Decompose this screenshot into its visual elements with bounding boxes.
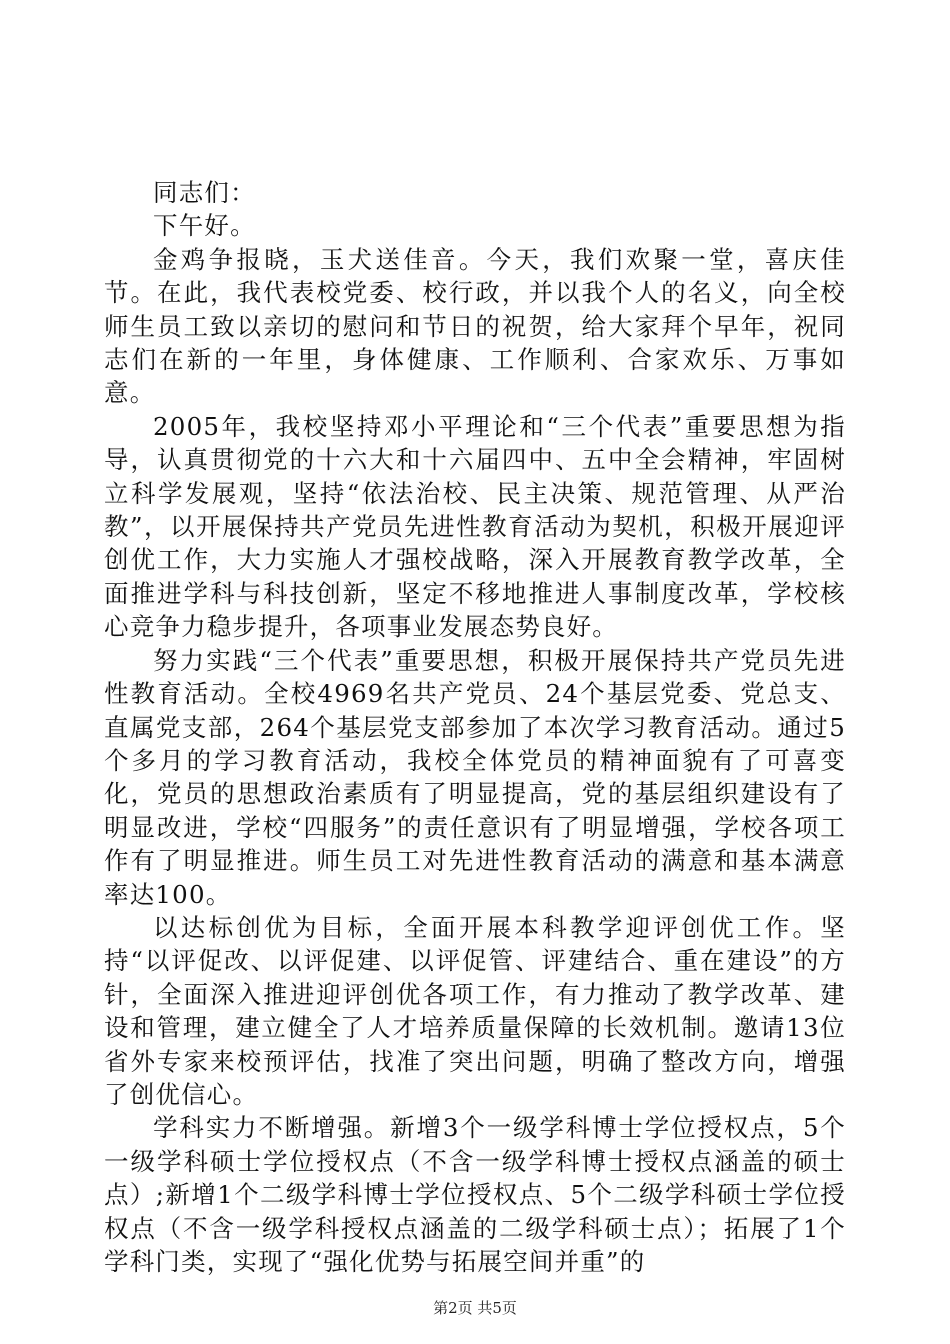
paragraph-teaching-evaluation: 以达标创优为目标，全面开展本科教学迎评创优工作。坚持“以评促改、以评促建、以评促管、评建结合、重在建设”的方针，全面深入推进迎评创优各项工作，有力推动了教学改革、建设和管理，建立健全了人才培养质量保障的长效机制。邀请13位省外专家来校预评估，找准了突出问题，明确了整改方向，增强了创优信心。 — [104, 912, 846, 1109]
page-footer: 第2页 共5页 — [433, 1299, 517, 1317]
body-text — [104, 176, 846, 1278]
paragraph-2005-summary: 2005年，我校坚持邓小平理论和“三个代表”重要思想为指导，认真贯彻党的十六大和十六届四中、五中全会精神，牢固树立科学发展观，坚持“依法治校、民主决策、规范管理、从严治教”，以开展保持共产党员先进性教育活动为契机，积极开展迎评创优工作，大力实施人才强校战略，深入开展教育教学改革，全面推进学科与科技创新，坚定不移地推进人事制度改革，学校核心竞争力稳步提升，各项事业发展态势良好。 — [104, 411, 846, 642]
paragraph-new-year-wishes: 金鸡争报晓，玉犬送佳音。今天，我们欢聚一堂，喜庆佳节。在此，我代表校党委、校行政，并以我个人的名义，向全校师生员工致以亲切的慰问和节日的祝贺，给大家拜个早年，祝同志们在新的一年里，身体健康、工作顺利、合家欢乐、万事如意。 — [104, 244, 846, 408]
paragraph-party-education: 努力实践“三个代表”重要思想，积极开展保持共产党员先进性教育活动。全校4969名共产党员、24个基层党委、党总支、直属党支部，264个基层党支部参加了本次学习教育活动。通过5个多月的学习教育活动，我校全体党员的精神面貌有了可喜变化，党员的思想政治素质有了明显提高，党的基层组织建设有了明显改进，学校“四服务”的责任意识有了明显增强，学校各项工作有了明显推进。师生员工对先进性教育活动的满意和基本满意率达100。 — [104, 645, 846, 909]
greeting: 下午好。 — [153, 211, 256, 241]
salutation: 同志们： — [153, 178, 256, 207]
paragraph-discipline-strength: 学科实力不断增强。新增3个一级学科博士学位授权点，5个一级学科硕士学位授权点（不含一级学科博士授权点涵盖的硕士点）;新增1个二级学科博士学位授权点、5个二级学科硕士学位授权点（不含一级学科授权点涵盖的二级学科硕士点）；拓展了1个学科门类，实现了“强化优势与拓展空间并重”的 — [104, 1113, 846, 1276]
